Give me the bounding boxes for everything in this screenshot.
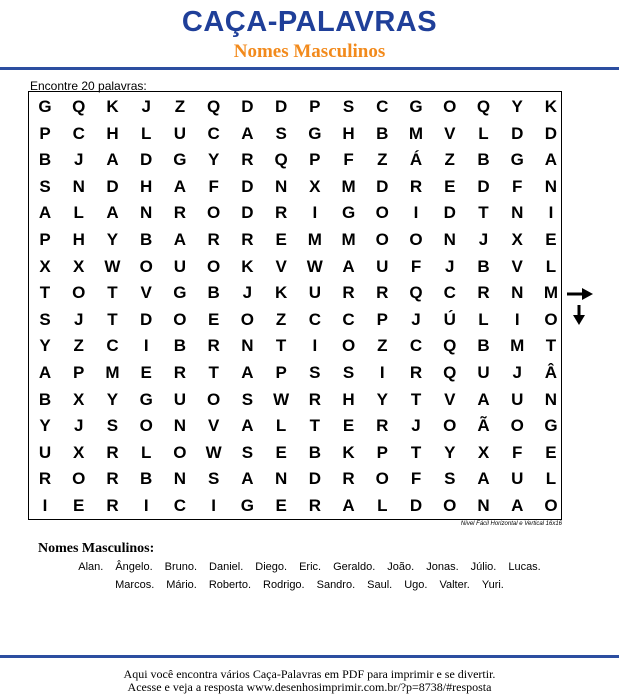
grid-letter: L bbox=[478, 123, 489, 143]
grid-letter: B bbox=[308, 442, 321, 462]
grid-letter: Z bbox=[377, 150, 388, 170]
word-item: João. bbox=[387, 561, 415, 573]
grid-letter: P bbox=[275, 363, 287, 382]
grid-letter: G bbox=[409, 97, 423, 116]
grid-letter: L bbox=[545, 256, 557, 276]
grid-letter: B bbox=[140, 469, 153, 489]
grid-letter: V bbox=[140, 283, 152, 303]
word-item: Eric. bbox=[299, 561, 322, 573]
grid-letter: N bbox=[477, 496, 490, 515]
word-item: Lucas. bbox=[508, 561, 541, 573]
grid-letter: B bbox=[376, 123, 389, 143]
grid-letter: T bbox=[107, 309, 118, 329]
grid-letter: Z bbox=[73, 336, 84, 356]
grid-letter: R bbox=[207, 230, 220, 249]
grid-letter: A bbox=[342, 256, 355, 276]
grid-letter: A bbox=[38, 203, 52, 223]
grid-letter: E bbox=[73, 496, 85, 515]
grid-letter: V bbox=[444, 389, 456, 409]
grid-letter: R bbox=[173, 363, 187, 382]
grid-letter: R bbox=[376, 283, 389, 303]
grid-letter: P bbox=[309, 97, 321, 116]
grid-letter: K bbox=[241, 256, 254, 276]
grid-letter: E bbox=[275, 230, 287, 249]
grid-letter: D bbox=[241, 203, 254, 223]
grid-letter: S bbox=[106, 416, 119, 436]
grid-letter: B bbox=[477, 256, 490, 276]
grid-letter: B bbox=[38, 389, 52, 409]
grid-letter: O bbox=[207, 389, 221, 409]
grid-letter: R bbox=[409, 363, 423, 382]
word-list-row bbox=[0, 558, 619, 576]
page-subtitle: Nomes Masculinos bbox=[233, 41, 386, 62]
grid-letter: S bbox=[241, 442, 254, 462]
grid-letter: J bbox=[411, 416, 421, 436]
grid-letter: A bbox=[173, 176, 187, 196]
grid-letter: L bbox=[140, 442, 152, 462]
word-item: Valter. bbox=[439, 579, 470, 591]
grid-letter: Q bbox=[274, 150, 288, 170]
grid-letter: I bbox=[143, 496, 149, 515]
grid-letter: A bbox=[106, 203, 119, 223]
level-note: Nível Fácil Horizontal e Vertical 16x16 bbox=[460, 521, 562, 527]
grid-letter: O bbox=[173, 442, 187, 462]
grid-letter: V bbox=[511, 256, 523, 276]
grid-letter: N bbox=[241, 336, 254, 356]
word-item: Bruno. bbox=[164, 561, 198, 573]
arrow-down-icon bbox=[572, 304, 586, 326]
grid-letter: I bbox=[413, 203, 419, 223]
word-item: Mário. bbox=[166, 579, 197, 591]
grid-letter: M bbox=[105, 363, 120, 382]
grid-letter: D bbox=[106, 176, 119, 196]
grid-letter: R bbox=[342, 469, 355, 489]
grid-letter: M bbox=[307, 230, 322, 249]
grid-letter: P bbox=[309, 150, 321, 170]
grid-letter: G bbox=[240, 496, 254, 515]
grid-letter: N bbox=[274, 176, 288, 196]
word-item: Rodrigo. bbox=[263, 579, 305, 591]
grid-letter: W bbox=[205, 442, 222, 462]
grid-letter: E bbox=[275, 442, 287, 462]
grid-letter: S bbox=[444, 469, 456, 489]
grid-letter: Z bbox=[174, 97, 186, 116]
grid-letter: Y bbox=[511, 97, 523, 116]
grid-letter: Q bbox=[72, 97, 86, 116]
grid-letter: F bbox=[208, 176, 219, 196]
grid-letter: F bbox=[512, 176, 523, 196]
grid-letter: C bbox=[342, 309, 355, 329]
grid-letter: C bbox=[443, 283, 456, 303]
grid-letter: I bbox=[514, 309, 520, 329]
grid-letter: L bbox=[275, 416, 287, 436]
grid-letter: I bbox=[211, 496, 216, 515]
grid-letter: M bbox=[341, 230, 356, 249]
grid-letter: T bbox=[39, 283, 51, 303]
grid-letter: J bbox=[478, 230, 489, 249]
grid-letter: E bbox=[140, 363, 152, 382]
grid-letter: I bbox=[42, 496, 48, 515]
grid-letter: H bbox=[106, 123, 119, 143]
grid-letter: N bbox=[274, 469, 288, 489]
grid-letter: O bbox=[510, 416, 524, 436]
grid-letter: O bbox=[173, 309, 187, 329]
grid-letter: S bbox=[342, 97, 355, 116]
grid-letter: E bbox=[275, 496, 287, 515]
footer bbox=[0, 668, 619, 694]
grid-letter: Q bbox=[443, 336, 457, 356]
grid-letter: H bbox=[72, 230, 85, 249]
grid-letter: O bbox=[375, 469, 389, 489]
grid-letter: Â bbox=[544, 363, 558, 382]
grid-letter: G bbox=[38, 97, 52, 116]
grid-letter: I bbox=[548, 203, 554, 223]
grid-letter: M bbox=[543, 283, 559, 303]
grid-letter: C bbox=[106, 336, 119, 356]
grid-letter: O bbox=[375, 203, 389, 223]
grid-letter: C bbox=[409, 336, 423, 356]
grid-letter: Ã bbox=[477, 416, 490, 436]
grid-letter: O bbox=[341, 336, 356, 356]
grid-letter: C bbox=[207, 123, 220, 143]
grid-letter: Z bbox=[275, 309, 287, 329]
grid-letter: G bbox=[308, 123, 322, 143]
grid-letter: K bbox=[342, 442, 355, 462]
grid-letter: D bbox=[443, 203, 456, 223]
grid-letter: N bbox=[72, 176, 85, 196]
grid-letter: U bbox=[173, 256, 187, 276]
grid-letter: P bbox=[376, 309, 388, 329]
grid-letter: G bbox=[510, 150, 524, 170]
grid-letter: C bbox=[72, 123, 85, 143]
grid-letter: R bbox=[106, 442, 119, 462]
grid-letter: S bbox=[342, 363, 355, 382]
grid-letter: C bbox=[308, 309, 321, 329]
grid-letter: N bbox=[544, 389, 558, 409]
instruction-text: Encontre 20 palavras: bbox=[30, 79, 147, 93]
grid-letter: N bbox=[173, 416, 187, 436]
grid-letter: J bbox=[411, 309, 421, 329]
grid-letter: N bbox=[443, 230, 456, 249]
grid-letter: G bbox=[341, 203, 356, 223]
grid-letter: U bbox=[38, 442, 52, 462]
grid-letter: R bbox=[106, 496, 119, 515]
grid-letter: R bbox=[274, 203, 288, 223]
grid-letter: S bbox=[241, 389, 254, 409]
grid-letter: G bbox=[544, 416, 558, 436]
grid-letter: N bbox=[140, 203, 153, 223]
grid-letter: O bbox=[409, 230, 423, 249]
grid-letter: C bbox=[173, 496, 187, 515]
grid-letter: Y bbox=[444, 442, 456, 462]
word-list-heading: Nomes Masculinos: bbox=[38, 541, 155, 556]
grid-letter: X bbox=[73, 389, 85, 409]
grid-letter: O bbox=[207, 256, 221, 276]
grid-letter: U bbox=[376, 256, 389, 276]
grid-letter: U bbox=[173, 123, 187, 143]
grid-letter: P bbox=[73, 363, 85, 382]
word-item: Jonas. bbox=[426, 561, 459, 573]
grid-letter: J bbox=[73, 309, 84, 329]
grid-letter: D bbox=[409, 496, 423, 515]
grid-letter: S bbox=[39, 176, 51, 196]
grid-letter: O bbox=[139, 416, 153, 436]
grid-letter: X bbox=[511, 230, 523, 249]
grid-letter: S bbox=[309, 363, 321, 382]
grid-letter: R bbox=[241, 150, 254, 170]
grid-letter: K bbox=[274, 283, 288, 303]
word-item: Júlio. bbox=[470, 561, 497, 573]
grid-letter: J bbox=[445, 256, 455, 276]
grid-letter: D bbox=[544, 123, 558, 143]
grid-letter: R bbox=[308, 496, 321, 515]
grid-letter: B bbox=[140, 230, 153, 249]
grid-letter: O bbox=[207, 203, 221, 223]
grid-letter: S bbox=[275, 123, 287, 143]
grid-letter: V bbox=[275, 256, 287, 276]
grid-letter: B bbox=[207, 283, 220, 303]
grid-letter: L bbox=[478, 309, 489, 329]
grid-letter: Q bbox=[443, 363, 457, 382]
grid-letter: A bbox=[241, 416, 254, 436]
grid-letter: A bbox=[241, 469, 254, 489]
grid-letter: T bbox=[208, 363, 219, 382]
grid-letter: J bbox=[242, 283, 253, 303]
grid-letter: Y bbox=[106, 389, 119, 409]
bottom-divider bbox=[0, 655, 619, 658]
grid-letter: O bbox=[544, 496, 558, 515]
grid-letter: I bbox=[312, 203, 318, 223]
grid-letter: Q bbox=[409, 283, 423, 303]
grid-letter: B bbox=[173, 336, 187, 356]
grid-letter: W bbox=[306, 256, 323, 276]
grid-letter: I bbox=[312, 336, 318, 356]
grid-letter: E bbox=[545, 442, 557, 462]
grid-letter: D bbox=[477, 176, 490, 196]
grid-letter: Z bbox=[444, 150, 455, 170]
grid-letter: E bbox=[342, 416, 355, 436]
grid-letter: R bbox=[477, 283, 490, 303]
grid-letter: R bbox=[376, 416, 389, 436]
word-list-row bbox=[0, 576, 619, 594]
grid-letter: O bbox=[72, 469, 86, 489]
grid-letter: D bbox=[241, 97, 254, 116]
grid-letter: T bbox=[410, 389, 422, 409]
grid-letter: L bbox=[377, 496, 388, 515]
grid-letter: L bbox=[140, 123, 152, 143]
grid-letter: O bbox=[139, 256, 153, 276]
word-item: Yuri. bbox=[481, 579, 504, 591]
grid-letter: O bbox=[443, 416, 457, 436]
grid-letter: M bbox=[408, 123, 424, 143]
grid-letter: N bbox=[511, 203, 524, 223]
grid-letter: E bbox=[207, 309, 220, 329]
grid-letter: A bbox=[477, 469, 490, 489]
footer-line-1: Aqui você encontra vários Caça-Palavras em PDF para imprimir e se divertir. bbox=[123, 667, 496, 681]
grid-letter: A bbox=[342, 496, 355, 515]
grid-letter: F bbox=[410, 256, 422, 276]
grid-letter: A bbox=[106, 150, 119, 170]
grid-letter: D bbox=[511, 123, 524, 143]
grid-letter: N bbox=[544, 176, 558, 196]
grid-letter: A bbox=[511, 496, 524, 515]
grid-letter: S bbox=[39, 309, 51, 329]
grid-letter: Y bbox=[39, 416, 51, 436]
grid-letter: G bbox=[139, 389, 153, 409]
grid-letter: X bbox=[477, 442, 490, 462]
grid-letter: Q bbox=[476, 97, 491, 116]
grid-letter: O bbox=[443, 496, 457, 515]
grid-letter: T bbox=[545, 336, 557, 356]
grid-letter: M bbox=[510, 336, 525, 356]
grid-letter: E bbox=[545, 230, 557, 249]
grid-letter: H bbox=[342, 389, 355, 409]
grid-letter: R bbox=[241, 230, 254, 249]
grid-letter: M bbox=[341, 176, 356, 196]
grid-letter: U bbox=[173, 389, 187, 409]
grid-letter: Q bbox=[207, 97, 221, 116]
grid-letter: J bbox=[512, 363, 522, 382]
grid-letter: V bbox=[444, 123, 456, 143]
grid-letter: U bbox=[511, 469, 524, 489]
grid-letter: R bbox=[38, 469, 52, 489]
grid-letter: J bbox=[73, 416, 84, 436]
grid-letter: D bbox=[274, 97, 288, 116]
word-list bbox=[0, 558, 619, 594]
grid-letter: U bbox=[308, 283, 321, 303]
grid-letter: A bbox=[241, 123, 254, 143]
word-item: Marcos. bbox=[115, 579, 155, 591]
grid-letter: P bbox=[376, 442, 388, 462]
grid-letter: L bbox=[73, 203, 84, 223]
grid-letter: O bbox=[375, 230, 389, 249]
grid-letter: D bbox=[241, 176, 254, 196]
grid-letter: T bbox=[478, 203, 489, 223]
grid-letter: U bbox=[511, 389, 524, 409]
grid-letter: O bbox=[240, 309, 254, 329]
grid-letter: F bbox=[410, 469, 422, 489]
grid-letter: T bbox=[309, 416, 321, 436]
grid-letter: R bbox=[173, 203, 187, 223]
grid-letter: R bbox=[106, 469, 119, 489]
grid-letter: X bbox=[73, 256, 85, 276]
grid-letter: Z bbox=[377, 336, 388, 356]
word-item: Ângelo. bbox=[115, 561, 153, 573]
grid-letter: R bbox=[308, 389, 321, 409]
page-title: CAÇA-PALAVRAS bbox=[181, 6, 438, 38]
grid-letter: E bbox=[444, 176, 456, 196]
grid-letter: Y bbox=[39, 336, 51, 356]
grid-letter: W bbox=[104, 256, 121, 276]
word-item: Daniel. bbox=[209, 561, 244, 573]
grid-letter: A bbox=[38, 363, 52, 382]
word-item: Diego. bbox=[255, 561, 288, 573]
grid-letter: B bbox=[38, 150, 52, 170]
grid-letter: O bbox=[544, 309, 558, 329]
grid-letter: Ú bbox=[443, 309, 456, 329]
word-item: Ugo. bbox=[404, 579, 428, 591]
grid-letter: G bbox=[173, 283, 187, 303]
grid-letter: H bbox=[342, 123, 355, 143]
grid-letter: K bbox=[106, 97, 119, 116]
grid-letter: R bbox=[409, 176, 423, 196]
grid-letter: Y bbox=[376, 389, 388, 409]
grid-letter: G bbox=[173, 150, 187, 170]
grid-letter: W bbox=[273, 389, 290, 409]
grid-letter: A bbox=[241, 363, 254, 382]
grid-letter: T bbox=[410, 442, 422, 462]
top-divider bbox=[0, 67, 619, 70]
grid-letter: O bbox=[443, 97, 457, 116]
grid-letter: C bbox=[376, 97, 389, 116]
word-item: Alan. bbox=[78, 561, 104, 573]
grid-letter: O bbox=[72, 283, 86, 303]
grid-letter: I bbox=[143, 336, 149, 356]
word-item: Geraldo. bbox=[333, 561, 376, 573]
grid-letter: D bbox=[140, 309, 153, 329]
grid-letter: L bbox=[545, 469, 557, 489]
grid-letter: F bbox=[343, 150, 354, 170]
grid-letter: S bbox=[207, 469, 220, 489]
grid-letter: A bbox=[544, 150, 558, 170]
grid-letter: D bbox=[376, 176, 389, 196]
grid-letter: X bbox=[73, 442, 85, 462]
grid-letter: P bbox=[39, 123, 51, 143]
grid-letter: N bbox=[511, 283, 524, 303]
grid-letter: X bbox=[39, 256, 51, 276]
grid-letter: A bbox=[173, 230, 187, 249]
grid-letter: Á bbox=[409, 150, 423, 170]
grid-letter: Y bbox=[106, 230, 119, 249]
grid-letter: V bbox=[207, 416, 220, 436]
grid-letter: P bbox=[39, 230, 51, 249]
grid-letter: J bbox=[141, 97, 151, 116]
grid-letter: Y bbox=[207, 150, 220, 170]
word-item: Saul. bbox=[367, 579, 393, 591]
grid-letter: N bbox=[173, 469, 187, 489]
grid-letter: F bbox=[512, 442, 523, 462]
grid-letter: B bbox=[477, 336, 490, 356]
word-item: Sandro. bbox=[316, 579, 356, 591]
grid-letter: A bbox=[477, 389, 490, 409]
grid-letter: I bbox=[379, 363, 385, 382]
grid-letter: H bbox=[140, 176, 153, 196]
grid-letter: K bbox=[544, 97, 558, 116]
footer-line-2: Acesse e veja a resposta www.desenhosimprimir.com.br/?p=8738/#resposta bbox=[127, 680, 492, 694]
grid-letter: R bbox=[207, 336, 220, 356]
arrow-right-icon bbox=[566, 287, 594, 301]
grid-letter: X bbox=[309, 176, 321, 196]
grid-letter: T bbox=[107, 283, 118, 303]
grid-letter: D bbox=[140, 150, 153, 170]
grid-letter: J bbox=[73, 150, 84, 170]
grid-letter: R bbox=[342, 283, 355, 303]
grid-letter: B bbox=[477, 150, 490, 170]
word-item: Roberto. bbox=[208, 579, 252, 591]
letter-grid bbox=[28, 91, 562, 520]
grid-letter: U bbox=[477, 363, 490, 382]
grid-letter: T bbox=[275, 336, 287, 356]
grid-letter: D bbox=[308, 469, 321, 489]
